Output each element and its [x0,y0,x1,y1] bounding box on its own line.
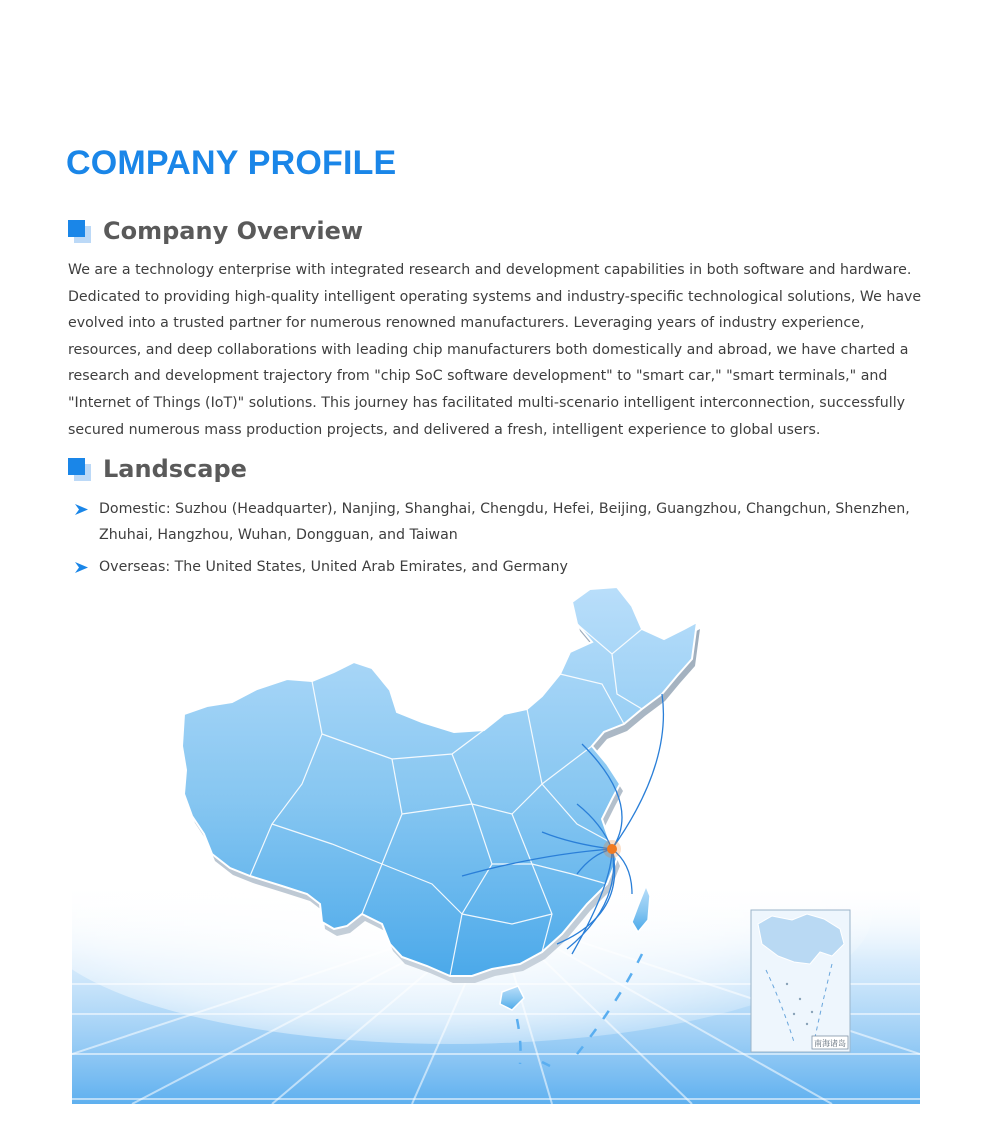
list-item-overseas [75,555,915,581]
south-china-sea-inset [751,910,850,1052]
arrow-bullet-icon [75,497,99,523]
section-title-overview: Company Overview [103,217,364,245]
arrow-bullet-icon [75,555,99,581]
china-map-graphic [72,584,920,1104]
overview-paragraph: We are a technology enterprise with integrated research and development capabilities in both software and hardware. Dedicated to providing high-quality intelligent operating systems and industry-specific technological solutions, We have evolved into a trusted partner for numerous renowned manufacturers. Leveraging years of industry experience, resources, and deep collaborations with leading chip manufacturers both domestically and abroad, we have charted a research and development trajectory from "chip SoC software development" to "smart car," "smart terminals," and "Internet of Things (IoT)" solutions. This journey has facilitated multi-scenario intelligent interconnection, successfully secured numerous mass production projects, and delivered a fresh, intelligent experience to global users. [68,262,922,438]
section-heading-landscape [68,455,247,483]
list-item-label: Domestic: Suzhou (Headquarter), Nanjing, Shanghai, Chengdu, Hefei, Beijing, Guangzhou, Changchun, Shenzhen, Zhuhai, Hangzhou, Wuhan, Dongguan, and Taiwan [99,501,910,543]
list-item-domestic [75,497,915,548]
page-title: COMPANY PROFILE [66,144,397,182]
section-square-icon [68,220,92,242]
map-illustration [72,584,920,1104]
inset-label: 南海诸岛 [814,1039,846,1048]
section-heading-overview [68,217,363,245]
list-item-label: Overseas: The United States, United Arab Emirates, and Germany [99,559,568,575]
section-square-icon [68,458,92,480]
section-title-landscape: Landscape [103,455,247,483]
landscape-list [75,497,915,588]
